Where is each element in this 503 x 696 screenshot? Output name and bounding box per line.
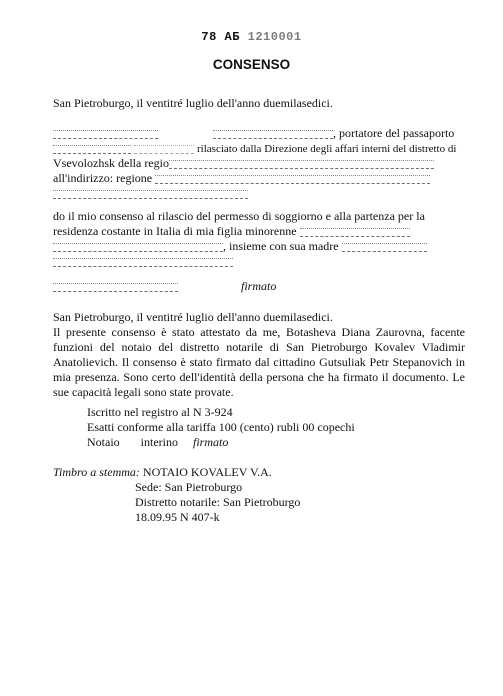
serial-number: 1210001 bbox=[247, 30, 302, 44]
redacted-mother-birth bbox=[53, 258, 233, 267]
consent-line-1: do il mio consenso al rilascio del permesso di soggiorno e alla partenza per la bbox=[53, 209, 425, 223]
stamp-label: Timbro a stemma: bbox=[53, 465, 140, 479]
place-date-line-2: San Pietroburgo, il ventitré luglio dell'anno duemilasedici. bbox=[53, 310, 333, 324]
notary-signed-label: firmato bbox=[193, 435, 229, 449]
notary-line bbox=[87, 435, 228, 450]
redacted-mother-name bbox=[342, 243, 427, 252]
redacted-child-name bbox=[300, 228, 410, 237]
redacted-signatory bbox=[53, 283, 178, 292]
redacted-address-cont bbox=[53, 190, 248, 199]
stamp-line bbox=[53, 465, 465, 480]
redacted-region-date bbox=[169, 160, 434, 169]
registry-line: Iscritto nel registro al N 3-924 bbox=[87, 405, 233, 419]
signature-line bbox=[53, 279, 465, 294]
redacted-birthdate bbox=[213, 130, 333, 139]
consent-line2-start: residenza costante in Italia di mia figlia minorenne bbox=[53, 224, 297, 238]
declarant-line4-start: all'indirizzo: regione bbox=[53, 171, 153, 185]
stamp-code: 18.09.95 N 407-k bbox=[135, 510, 220, 524]
stamp-seat: Sede: San Pietroburgo bbox=[135, 480, 243, 494]
tariff-line: Esatti conforme alla tariffa 100 (cento) rubli 00 copechi bbox=[87, 420, 355, 434]
consent-line-4 bbox=[53, 254, 465, 269]
declarant-line3-start: Vsevolozhsk della regio bbox=[53, 156, 169, 170]
stamp-district: Distretto notarile: San Pietroburgo bbox=[135, 495, 301, 509]
declarant-line2-text: rilasciato dalla Direzione degli affari interni del distretto di bbox=[197, 143, 457, 155]
redacted-issuer bbox=[134, 145, 194, 154]
stamp-name: NOTAIO KOVALEV V.A. bbox=[142, 465, 272, 479]
redacted-child-birth bbox=[53, 243, 223, 252]
redacted-passport bbox=[53, 145, 131, 154]
consent-line-3 bbox=[53, 239, 465, 254]
signature-label: firmato bbox=[241, 279, 277, 293]
declarant-line1-tail: , portatore del passaporto bbox=[333, 126, 455, 140]
consent-line3-mid: , insieme con sua madre bbox=[223, 239, 339, 253]
document-serial bbox=[0, 30, 503, 44]
declarant-line-5 bbox=[53, 186, 465, 201]
declarant-line-3 bbox=[53, 156, 465, 171]
place-date-line: San Pietroburgo, il ventitré luglio dell'anno duemilasedici. bbox=[53, 96, 333, 110]
declarant-line-1 bbox=[53, 126, 465, 141]
document-title: CONSENSO bbox=[212, 57, 291, 72]
interim-label: interino bbox=[140, 435, 178, 449]
redacted-name bbox=[53, 130, 158, 139]
declarant-line-4 bbox=[53, 171, 465, 186]
declarant-line-2 bbox=[53, 141, 465, 157]
consent-line-2 bbox=[53, 224, 465, 239]
attestation-paragraph: Il presente consenso è stato attestato da me, Botasheva Diana Zaurovna, facente funzioni del notaio del distretto notarile di San Pietroburgo Kovalev Vladimir Anatolievich. Il consenso è stato firmato dal cittadino Gutsuliak Petr Stepanovich in mia presenza. Sono certo dell'identità della persona che ha firmato il documento. Le sue capacità legali sono state provate. bbox=[53, 325, 465, 399]
serial-label: 78 АБ bbox=[201, 30, 240, 44]
redacted-address bbox=[155, 175, 430, 184]
notary-label: Notaio bbox=[87, 435, 120, 449]
